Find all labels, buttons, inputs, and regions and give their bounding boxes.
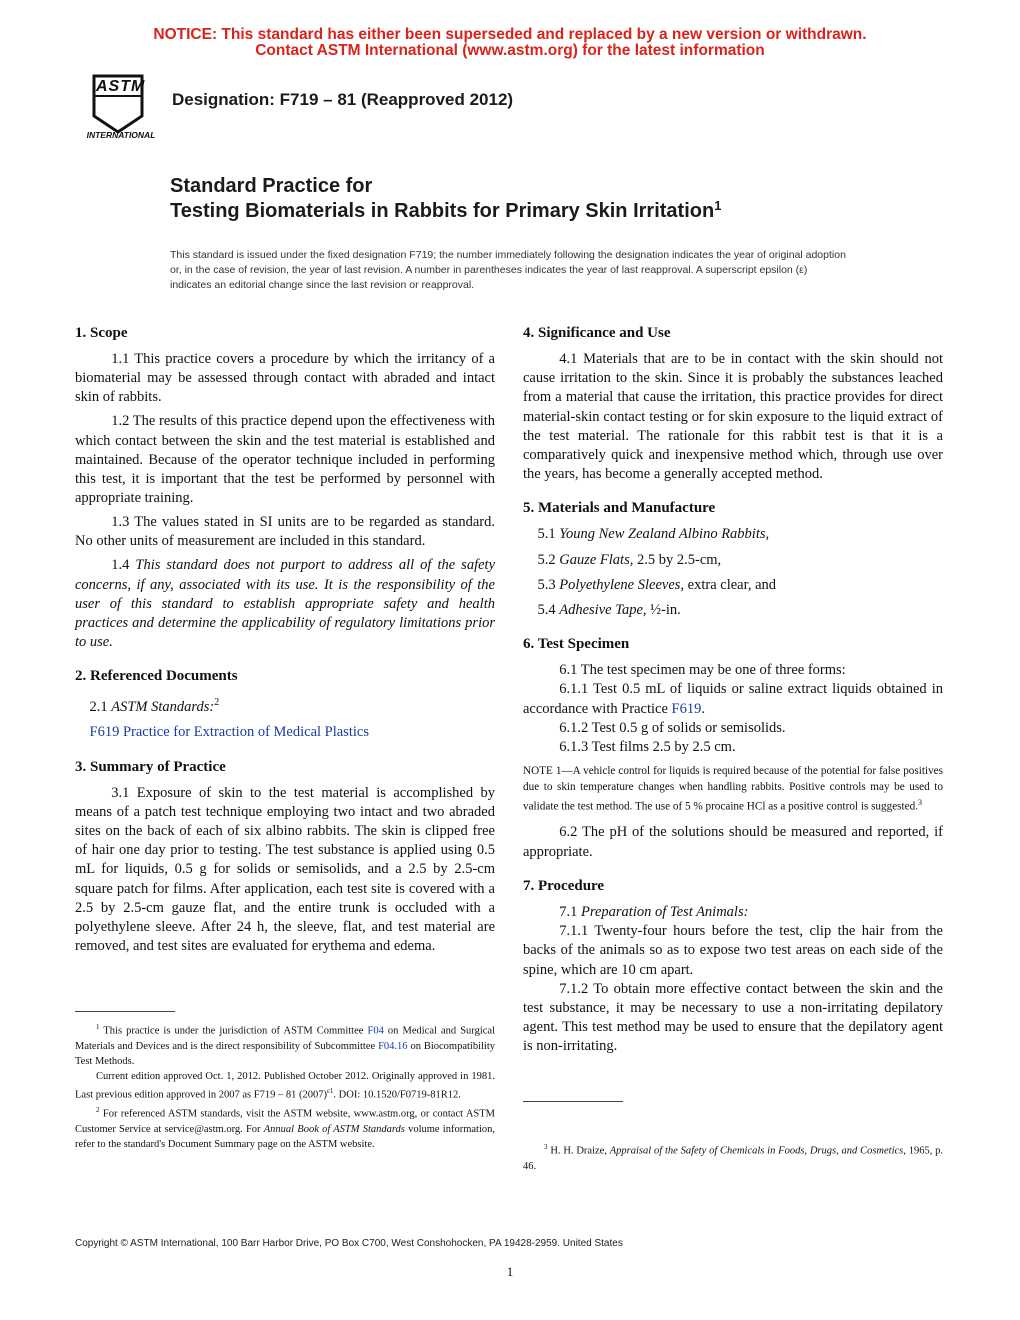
section-significance <box>523 322 943 484</box>
note-1-sup: 3 <box>918 798 922 808</box>
footnote-2-a: For referenced ASTM standards, visit the ASTM website, www.astm.org, or contact ASTM Customer Service at service@astm.org. For <box>75 1108 495 1135</box>
materials-item-name: Polyethylene Sleeves, <box>559 576 685 593</box>
footnote-1-d: Current edition approved Oct. 1, 2012. Published October 2012. Originally approved in 1981. Last previous edition approved in 2007 as F719 – 81 (2007) <box>75 1071 495 1101</box>
procedure-7-1-num: 7.1 <box>559 903 578 920</box>
copyright: Copyright © ASTM International, 100 Barr Harbor Drive, PO Box C700, West Conshohocken, PA 19428-2959. United States <box>75 1238 623 1249</box>
specimen-6-1-1-text: 6.1.1 Test 0.5 mL of liquids or saline extract liquids obtained in accordance with Practice <box>523 681 943 717</box>
summary-heading: 3. Summary of Practice <box>75 758 226 775</box>
footnote-1-edition <box>75 1069 495 1103</box>
specimen-6-1-1-end: . <box>701 700 705 717</box>
page-number: 1 <box>506 1264 514 1279</box>
referenced-2-1-label: ASTM Standards: <box>111 699 215 716</box>
footnote-1-c: on Biocompatibility Test Methods. <box>75 1040 496 1067</box>
note-1 <box>523 764 943 815</box>
scope-1-4 <box>75 556 495 652</box>
materials-item-rest: ½-in. <box>650 602 681 619</box>
specimen-link-f619[interactable]: F619 <box>671 700 702 717</box>
referenced-link-f619[interactable] <box>75 723 495 742</box>
footnote-link-f04-16[interactable]: F04.16 <box>378 1040 408 1052</box>
title-line-2 <box>170 200 721 223</box>
scope-1-4-text: This standard does not purport to address all of the safety concerns, if any, associated with its use. It is the responsibility of the user of this standard to establish appropriate safety and health practices and determine the applicability of regulatory limitations prior to use. <box>75 557 496 651</box>
referenced-2-1-num: 2.1 <box>89 699 108 716</box>
footnote-3-italic: Appraisal of the Safety of Chemicals in Foods, Drugs, and Cosmetics <box>609 1145 904 1157</box>
materials-item-num: 5.3 <box>537 576 556 593</box>
materials-item-num: 5.2 <box>537 551 556 568</box>
scope-1-1: 1.1 This practice covers a procedure by which the irritancy of a biomaterial may be assessed through contact with abraded and intact skin of rabbits. <box>75 351 495 406</box>
footnote-2-mark: 2 <box>96 1106 100 1115</box>
footnote-3-b: , 1965, p. 46. <box>523 1145 944 1172</box>
specimen-6-1-3: 6.1.3 Test films 2.5 by 2.5 cm. <box>559 739 736 756</box>
footnote-3 <box>523 1140 943 1174</box>
link-code[interactable]: F619 <box>89 724 120 741</box>
specimen-6-1: 6.1 The test specimen may be one of three forms: <box>559 662 846 679</box>
notice-line-1: NOTICE: This standard has either been superseded and replaced by a new version or withdrawn. <box>153 26 867 43</box>
scope-heading: 1. Scope <box>75 325 128 341</box>
materials-item-rest: 2.5 by 2.5-cm, <box>636 551 722 568</box>
specimen-6-1-2: 6.1.2 Test 0.5 g of solids or semisolids. <box>559 719 786 736</box>
astm-logo <box>72 70 164 144</box>
referenced-2-1-sup: 2 <box>214 697 220 709</box>
footnote-divider-left <box>75 1011 175 1012</box>
specimen-heading: 6. Test Specimen <box>523 636 630 653</box>
footnotes-right <box>523 1140 943 1174</box>
referenced-heading: 2. Referenced Documents <box>75 668 238 685</box>
title-footnote-mark: 1 <box>714 198 722 213</box>
footnote-1 <box>75 1020 495 1069</box>
specimen-6-2: 6.2 The pH of the solutions should be measured and reported, if appropriate. <box>523 824 943 860</box>
right-column <box>523 322 943 1070</box>
logo-subtitle: INTERNATIONAL <box>86 130 156 140</box>
footnote-1-b: on Medical and Surgical Materials and Devices and is the direct responsibility of Subcommittee <box>75 1025 496 1052</box>
procedure-7-1-1: 7.1.1 Twenty-four hours before the test, clip the hair from the backs of the animals so as to expose two test areas on each side of the spine, which are 10 cm apart. <box>523 923 943 978</box>
materials-item-name: Young New Zealand Albino Rabbits, <box>559 526 770 543</box>
scope-1-4-num: 1.4 <box>111 557 130 574</box>
materials-item-num: 5.4 <box>537 602 556 619</box>
link-text[interactable]: Practice for Extraction of Medical Plastics <box>122 724 369 741</box>
intro-paragraph: This standard is issued under the fixed designation F719; the number immediately following the designation indicates the year of original adoption or, in the case of revision, the year of last revision. A number in parentheses indicates the year of last reapproval. A superscript epsilon (ε) indicates an editorial change since the last revision or reapproval. <box>170 249 846 291</box>
materials-item-num: 5.1 <box>537 526 556 543</box>
referenced-2-1 <box>75 693 495 717</box>
footnote-1-d-sup: ε1 <box>326 1087 334 1096</box>
title-line-1: Standard Practice for <box>170 175 373 197</box>
scope-1-2: 1.2 The results of this practice depend upon the effectiveness with which contact between the skin and the test material is established and maintained. Because of the operator technique included in performing this test, it is important that the test be performed by personnel with appropriate training. <box>75 413 495 507</box>
section-materials <box>523 497 943 620</box>
footnote-link-f04[interactable]: F04 <box>367 1025 384 1037</box>
designation: Designation: F719 – 81 (Reapproved 2012) <box>172 90 514 109</box>
section-referenced <box>75 665 495 742</box>
materials-item <box>523 551 943 570</box>
footnote-divider-right <box>523 1101 623 1102</box>
section-summary <box>75 756 495 957</box>
footnotes-left <box>75 1020 495 1152</box>
footnote-1-mark: 1 <box>96 1023 100 1031</box>
materials-item-name: Adhesive Tape, <box>559 602 647 619</box>
note-1-text: NOTE 1—A vehicle control for liquids is required because of the potential for false positives due to skin temperature changes when handling rabbits. Positive controls may be used to validate the test method. The use of 5 % procaine HCl as a positive control is suggested. <box>523 765 943 813</box>
logo-wordmark: ASTM <box>96 78 146 95</box>
materials-item <box>523 576 943 595</box>
materials-heading: 5. Materials and Manufacture <box>523 500 716 517</box>
notice-line-2: Contact ASTM International (www.astm.org) for the latest information <box>255 42 765 59</box>
materials-item <box>523 525 943 544</box>
footnote-2-b: volume information, refer to the standard's Document Summary page on the ASTM website. <box>75 1123 495 1150</box>
footnote-2 <box>75 1103 495 1152</box>
materials-item <box>523 601 943 620</box>
scope-1-3: 1.3 The values stated in SI units are to be regarded as standard. No other units of measurement are included in this standard. <box>75 514 495 550</box>
materials-item-rest: extra clear, and <box>687 576 777 593</box>
significance-heading: 4. Significance and Use <box>523 325 671 341</box>
significance-4-1: 4.1 Materials that are to be in contact with the skin should not cause irritation to the skin. Since it is probably the substances leached from a material that cause the irritation, this practice provides for direct material-skin contact testing or for skin exposure to the liquid extract of the test material. The rationale for this rabbit test is that it is a comparatively quick and inexpensive method which, through use over the years, has become a generally accepted method. <box>523 351 943 483</box>
procedure-7-1-2: 7.1.2 To obtain more effective contact between the skin and the test substance, it may be necessary to use a non-irritating depilatory agent. This test method may be used to ensure that the depilatory agent is non-irritating. <box>523 980 943 1055</box>
footnote-2-italic: Annual Book of ASTM Standards <box>263 1123 405 1135</box>
footnote-3-a: H. H. Draize, <box>550 1145 607 1157</box>
procedure-7-1-label: Preparation of Test Animals: <box>581 903 749 920</box>
procedure-7-1 <box>523 903 943 922</box>
section-scope <box>75 322 495 652</box>
section-procedure <box>523 875 943 1057</box>
materials-item-name: Gauze Flats, <box>559 551 634 568</box>
footnote-1-a: This practice is under the jurisdiction of ASTM Committee <box>103 1025 364 1037</box>
specimen-6-1-1 <box>523 680 943 718</box>
section-specimen <box>523 633 943 862</box>
summary-3-1: 3.1 Exposure of skin to the test material is accomplished by means of a patch test technique employing two intact and two abraded sites on the back of each of six albino rabbits. The skin is clipped free of hair one day prior to testing. The test substance is applied using 0.5 mL for liquids, 0.5 g for solids or semisolids, and a 2.5 by 2.5-cm square patch for films. After application, each test site is covered with a 2.5 by 2.5-cm gauze flat, and the entire trunk is occluded with a polyethylene sleeve. After 24 h, the sleeve, flat, and test material are removed, and test sites are evaluated for erythema and edema. <box>75 784 495 955</box>
title-text: Testing Biomaterials in Rabbits for Primary Skin Irritation <box>170 200 715 222</box>
footnote-1-e: . DOI: 10.1520/F0719-81R12. <box>333 1089 461 1101</box>
footnote-3-mark: 3 <box>544 1143 548 1151</box>
procedure-heading: 7. Procedure <box>523 877 605 894</box>
left-column <box>75 322 495 970</box>
